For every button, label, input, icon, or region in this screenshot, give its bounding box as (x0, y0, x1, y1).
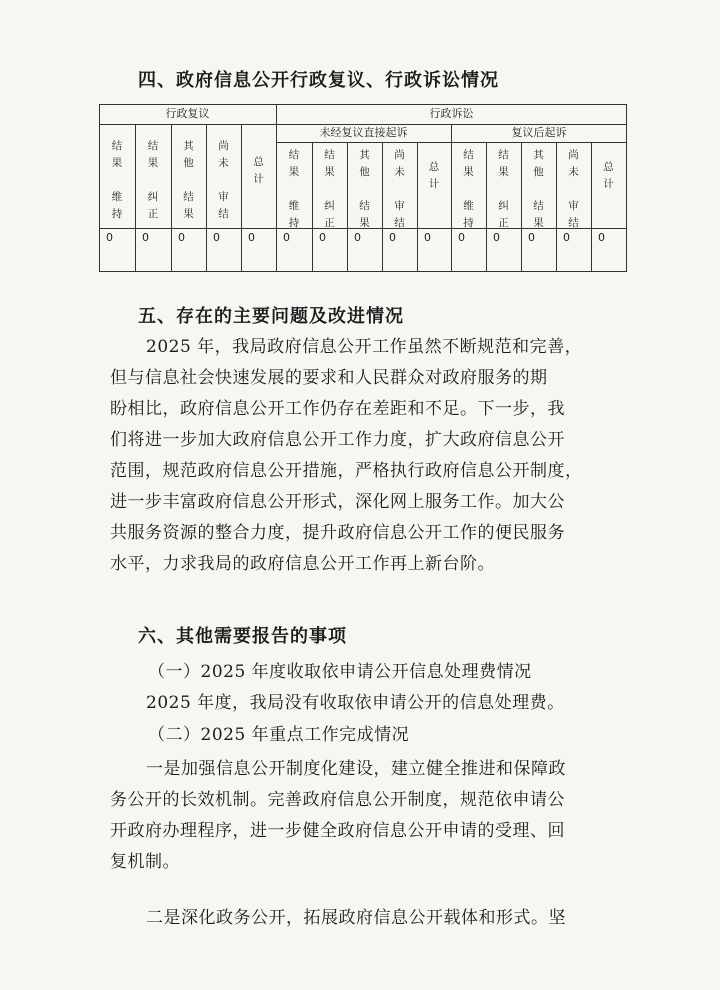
table-cell-value: 0 (389, 231, 396, 244)
section-6-title: 六、其他需要报告的事项 (138, 626, 347, 647)
table-cell-value: 0 (354, 231, 361, 244)
col-label-corrected: 结 果 纠 正 (147, 140, 159, 220)
table-cell-value: 0 (213, 231, 220, 244)
text-line: 共服务资源的整合力度，提升政府信息公开工作的便民服务 (110, 523, 565, 543)
text-line: 2025 年，我局政府信息公开工作虽然不断规范和完善， (146, 337, 583, 357)
table-cell-value: 0 (319, 231, 326, 244)
col-label-other: 其 他 结 果 (183, 140, 194, 220)
header-admin-litigation: 行政诉讼 (429, 107, 474, 120)
subsection-2-title: （二）2025 年重点工作完成情况 (148, 725, 410, 745)
header-after-review: 复议后起诉 (511, 126, 567, 139)
col-label-maintained: 结 果 维 持 (288, 149, 300, 229)
subsection-1-text: 2025 年度，我局没有收取依申请公开的信息处理费。 (146, 693, 565, 713)
table-border-bottom (99, 271, 627, 272)
text-line: 进一步丰富政府信息公开形式，深化网上服务工作。加大公 (110, 492, 565, 512)
table-cell-value: 0 (493, 231, 500, 244)
section-5-body (110, 332, 610, 580)
text-line: 务公开的长效机制。完善政府信息公开制度，规范依申请公 (110, 790, 565, 810)
table-border-top (99, 104, 627, 105)
table-cell-value: 0 (458, 231, 465, 244)
text-line: 一是加强信息公开制度化建设，建立健全推进和保障政 (146, 759, 566, 779)
text-line: 盼相比，政府信息公开工作仍存在差距和不足。下一步，我 (110, 399, 565, 419)
table-cell-value: 0 (283, 231, 290, 244)
text-line: 范围，规范政府信息公开措施，严格执行政府信息公开制度， (110, 461, 583, 481)
subsection-2-para-1 (110, 754, 610, 878)
header-direct-suit: 未经复议直接起诉 (319, 126, 408, 139)
text-line: 们将进一步加大政府信息公开工作力度，扩大政府信息公开 (110, 430, 565, 450)
subsection-1-title: （一）2025 年度收取依申请公开信息处理费情况 (148, 662, 532, 682)
table-cell-value: 0 (528, 231, 535, 244)
col-label-pending: 尚 未 审 结 (568, 149, 579, 229)
table-cell-value: 0 (178, 231, 185, 244)
col-label-total: 总 计 (603, 161, 614, 190)
table-cell-value: 0 (563, 231, 570, 244)
col-label-pending: 尚 未 审 结 (394, 149, 405, 229)
table-col-line (241, 124, 242, 272)
table-cell-value: 0 (424, 231, 431, 244)
text-line: 水平，力求我局的政府信息公开工作再上新台阶。 (110, 554, 495, 574)
subsection-2-para-2: 二是深化政务公开，拓展政府信息公开载体和形式。坚 (146, 908, 566, 928)
col-label-other: 其 他 结 果 (359, 149, 370, 229)
section-4-title: 四、政府信息公开行政复议、行政诉讼情况 (138, 70, 499, 91)
col-label-total: 总 计 (428, 161, 440, 190)
col-label-pending: 尚 未 审 结 (218, 140, 229, 220)
text-line: 但与信息社会快速发展的要求和人民群众对政府服务的期 (110, 368, 548, 388)
col-label-total: 总 计 (253, 156, 264, 185)
col-label-corrected: 结 果 纠 正 (498, 149, 509, 229)
table-cell-value: 0 (106, 231, 113, 244)
col-label-other: 其 他 结 果 (533, 149, 544, 229)
text-line: 开政府办理程序，进一步健全政府信息公开申请的受理、回 (110, 821, 565, 841)
section-5-title: 五、存在的主要问题及改进情况 (138, 306, 404, 327)
col-label-maintained: 结 果 维 持 (111, 140, 123, 220)
table-cell-value: 0 (598, 231, 605, 244)
header-admin-review: 行政复议 (165, 107, 210, 120)
table-cell-value: 0 (248, 231, 255, 244)
table-cell-value: 0 (142, 231, 149, 244)
col-label-corrected: 结 果 纠 正 (324, 149, 335, 229)
review-litigation-table (99, 104, 627, 272)
text-line: 复机制。 (110, 852, 180, 872)
col-label-maintained: 结 果 维 持 (463, 149, 474, 229)
